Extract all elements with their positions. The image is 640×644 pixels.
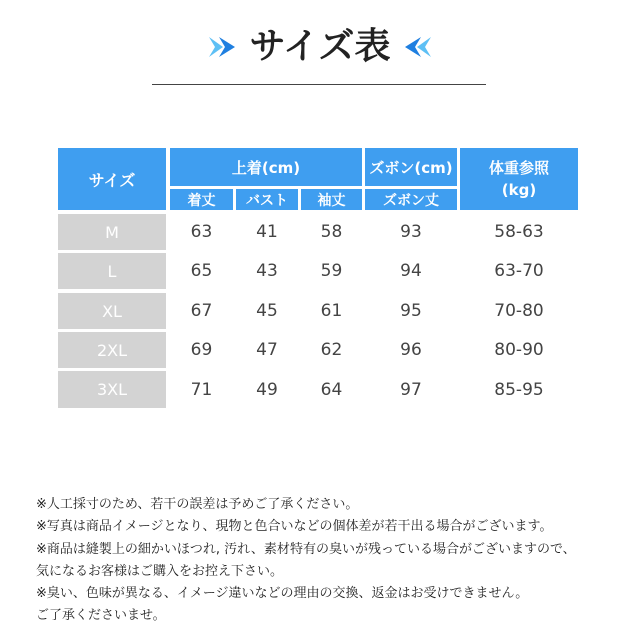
size-cell-2xl: 2XL (58, 332, 166, 368)
header-top-bust: バスト (236, 189, 298, 210)
notes-list (36, 494, 626, 628)
value-pants: 95 (400, 301, 422, 321)
value-pants: 93 (400, 222, 422, 242)
header-weight (460, 148, 578, 210)
value-bust: 49 (256, 379, 278, 400)
note-item: 気になるお客様はご購入をお控え下さい。 (36, 563, 284, 579)
header-top-length: 着丈 (170, 189, 233, 210)
value-pants: 97 (400, 379, 422, 400)
value-sleeve: 59 (320, 261, 343, 281)
value-sleeve: 61 (320, 301, 343, 321)
header-top-sleeve: 袖丈 (301, 189, 362, 210)
value-sleeve: 64 (320, 379, 343, 400)
note-item: ※商品は縫製上の細かいほつれ, 汚れ、素材特有の臭いが残っている場合がございますので、 (36, 541, 576, 557)
value-weight: 80-90 (494, 340, 544, 360)
page-title: サイズ表 (249, 26, 391, 67)
value-bust: 45 (256, 301, 278, 321)
value-weight: 85-95 (494, 379, 544, 400)
value-length: 69 (190, 340, 213, 360)
value-weight: 63-70 (494, 261, 544, 281)
value-pants: 94 (400, 261, 422, 281)
value-bust: 43 (256, 261, 278, 281)
value-length: 65 (190, 261, 213, 281)
size-cell-l: L (58, 253, 166, 289)
header-pants-length: ズボン丈 (365, 189, 457, 210)
note-item: ご了承くださいませ。 (36, 608, 166, 624)
value-length: 67 (190, 301, 213, 321)
note-item: ※人工採寸のため、若干の誤差は予めご了承ください。 (36, 497, 359, 512)
size-cell-3xl: 3XL (58, 371, 166, 408)
value-bust: 41 (256, 222, 278, 242)
value-sleeve: 58 (320, 222, 343, 242)
value-pants: 96 (400, 340, 422, 360)
header-weight-unit: (kg) (501, 181, 537, 199)
value-weight: 70-80 (494, 301, 544, 321)
value-length: 71 (190, 379, 213, 400)
header-pants: ズボン(cm) (365, 148, 457, 186)
value-bust: 47 (256, 340, 278, 360)
note-item: ※写真は商品イメージとなり、現物と色合いなどの個体差が若干出る場合がございます。 (36, 519, 553, 535)
value-length: 63 (190, 222, 213, 242)
size-cell-m: M (58, 214, 166, 250)
value-weight: 58-63 (494, 222, 544, 242)
size-cell-xl: XL (58, 293, 166, 329)
value-sleeve: 62 (320, 340, 343, 360)
header-size: サイズ (58, 148, 166, 210)
header-top: 上着(cm) (170, 148, 362, 186)
header-weight-label: 体重参照 (488, 159, 549, 177)
note-item: ※臭い、色味が異なる、イメージ違いなどの理由の交換、返金はお受けできません。 (36, 586, 529, 602)
